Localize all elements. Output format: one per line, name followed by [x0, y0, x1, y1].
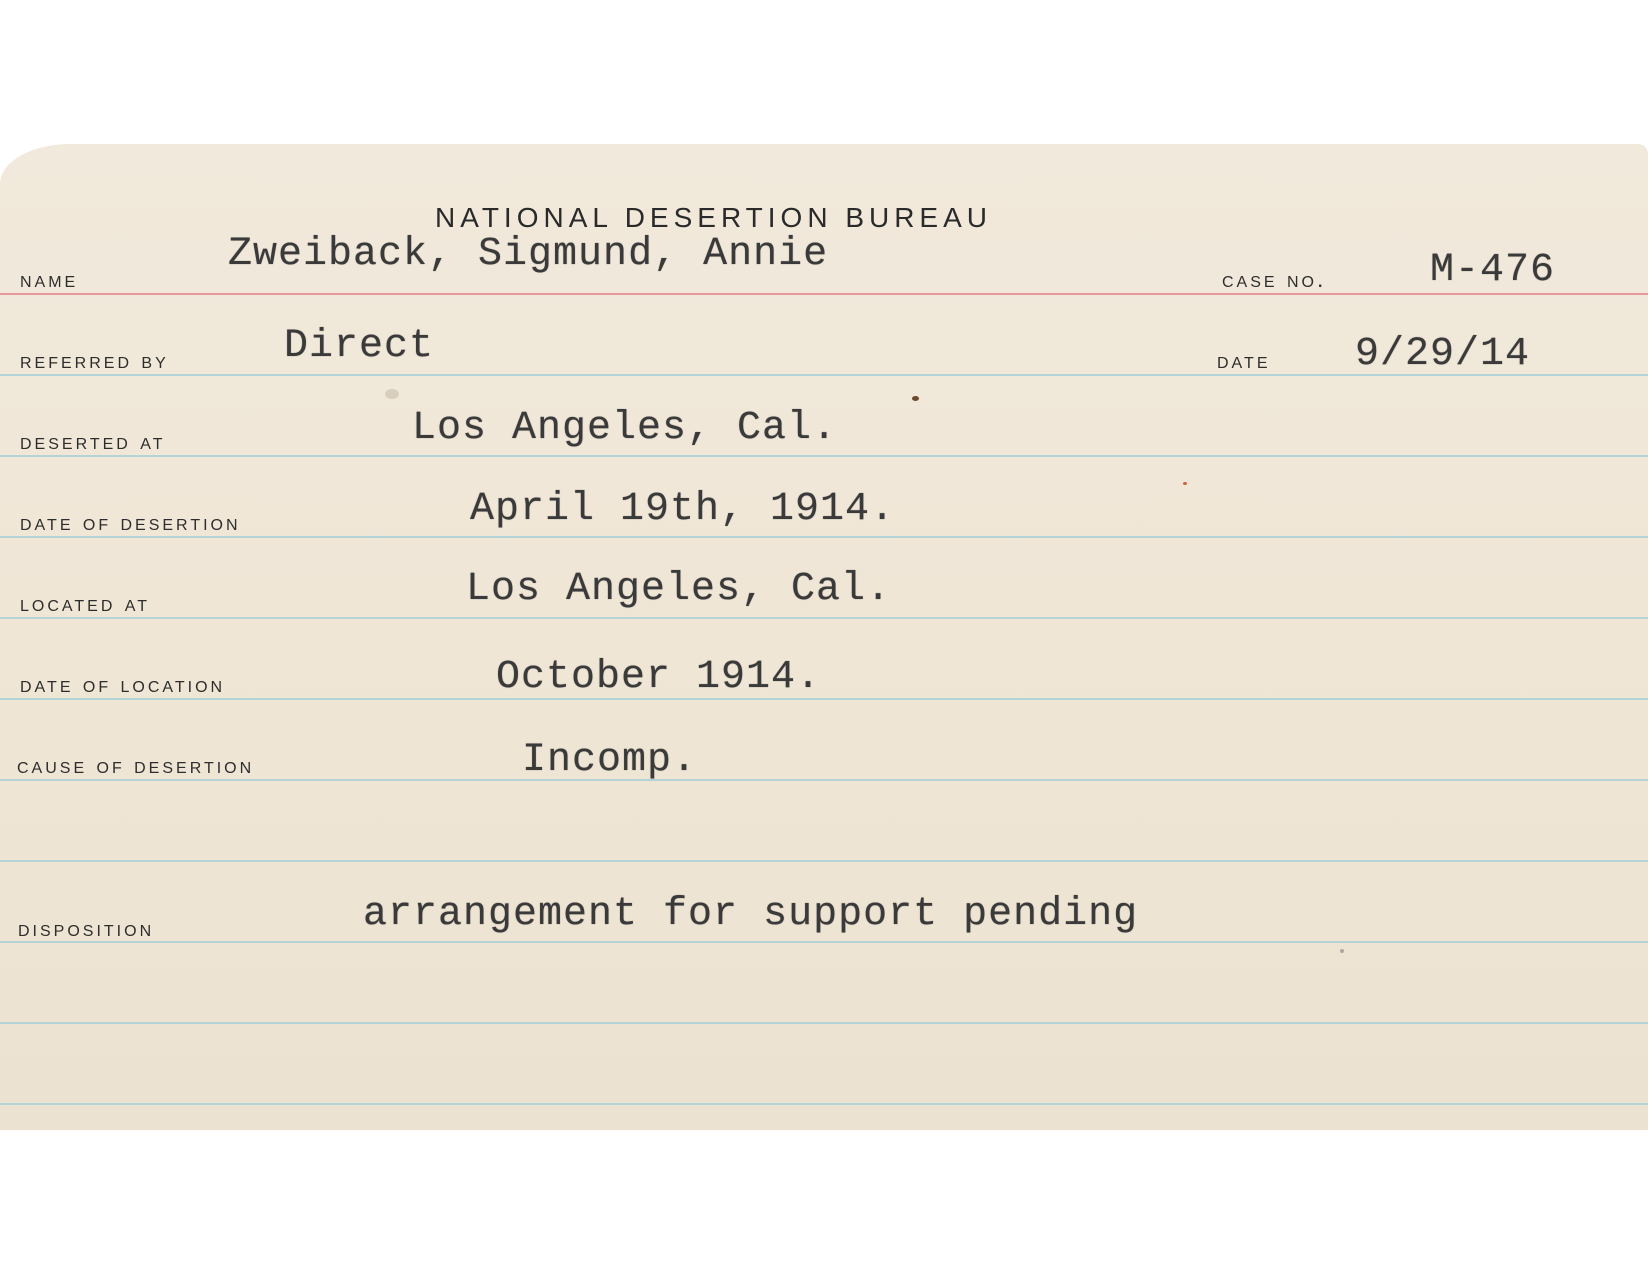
paper-speck — [1340, 949, 1344, 953]
ruled-line — [0, 779, 1648, 781]
ruled-line — [0, 617, 1648, 619]
case-no-label: case no. — [1222, 266, 1327, 292]
paper-speck — [385, 389, 399, 399]
disposition-value: arrangement for support pending — [363, 892, 1139, 937]
name-label: name — [20, 266, 79, 292]
ruled-line — [0, 536, 1648, 538]
date-of-location-value: October 1914. — [496, 655, 822, 700]
located-at-value: Los Angeles, Cal. — [466, 567, 892, 612]
date-label: date — [1217, 347, 1271, 373]
paper-speck — [1183, 482, 1187, 485]
ruled-line — [0, 1022, 1648, 1024]
index-card — [0, 144, 1648, 1130]
ruled-line — [0, 455, 1648, 457]
paper-speck — [912, 396, 919, 401]
case-no-value: M-476 — [1430, 248, 1556, 293]
deserted-at-value: Los Angeles, Cal. — [412, 406, 838, 451]
header-rule — [0, 293, 1648, 295]
date-of-location-label: date of location — [20, 671, 226, 697]
referred-by-label: referred by — [20, 347, 169, 373]
card-title: NATIONAL DESERTION BUREAU — [435, 202, 993, 233]
name-value: Zweiback, Sigmund, Annie — [228, 232, 829, 277]
ruled-line — [0, 1103, 1648, 1105]
disposition-label: disposition — [18, 915, 155, 941]
cause-of-desertion-label: cause of desertion — [17, 752, 255, 778]
date-of-desertion-value: April 19th, 1914. — [470, 487, 896, 532]
date-of-desertion-label: date of desertion — [20, 509, 241, 535]
located-at-label: located at — [20, 590, 151, 616]
cause-of-desertion-value: Incomp. — [522, 738, 698, 783]
referred-by-value: Direct — [284, 324, 435, 369]
deserted-at-label: deserted at — [20, 428, 166, 454]
date-value: 9/29/14 — [1355, 332, 1531, 377]
ruled-line — [0, 860, 1648, 862]
ruled-line — [0, 698, 1648, 700]
ruled-line — [0, 941, 1648, 943]
